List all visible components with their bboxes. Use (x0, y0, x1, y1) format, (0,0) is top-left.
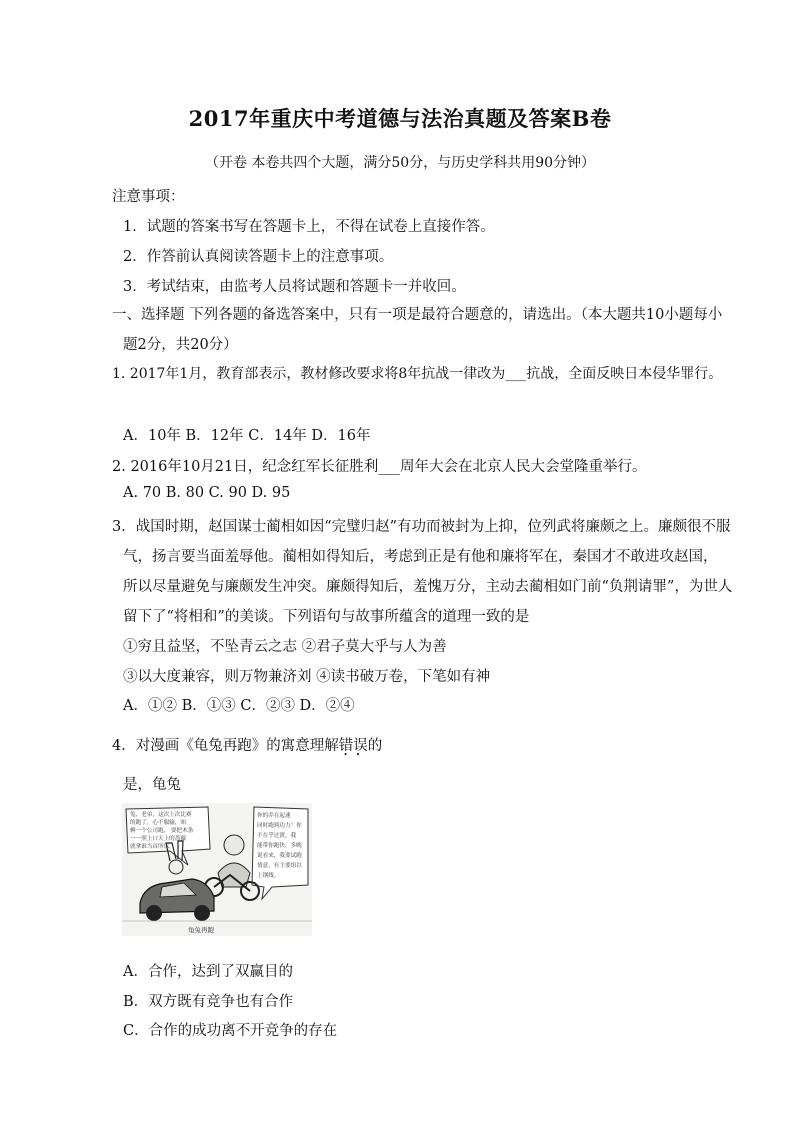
right-bubble-line: 同时跑到功力！你 (257, 823, 302, 829)
question-1-stem: 1. 2017年1月，教育部表示，教材修改要求将8年抗战一律改为___抗战，全面反映日本侵华罪行。 (112, 366, 723, 382)
hare-head (169, 860, 183, 874)
question-4-option-c: C．合作的成功离不开竞争的存在 (123, 1023, 338, 1039)
right-bubble-line: 你的乔在起速 (257, 813, 291, 819)
notice-item-1: 1．试题的答案书写在答题卡上，不得在试卷上直接作答。 (123, 219, 495, 235)
notice-heading: 注意事项： (112, 189, 185, 205)
right-bubble-line: 能带你跑快，多晚 (257, 843, 302, 849)
tortoise-head (224, 835, 244, 855)
question-3-stem-line-4: 留下了“将相和”的美谈。下列语句与故事所蕴含的道理一致的是 (123, 609, 530, 625)
question-3-stem-line-2: 气，扬言要当面羞辱他。蔺相如得知后，考虑到正是有他和廉将军在，秦国才不敢进攻赵国， (123, 549, 718, 565)
right-bubble-line: 上钢线。 (257, 873, 280, 879)
question-4-stem-emphasis: 错误 • • (339, 734, 368, 755)
car-wheel-back (194, 905, 210, 921)
question-4-stem-line-2: 是，龟兔 (123, 777, 181, 793)
left-bubble-line: 就拿谁当首所以。 (130, 844, 175, 850)
notice-item-2: 2．作答前认真阅读答题卡上的注意事项。 (123, 249, 394, 265)
question-4-stem-after: 的 (367, 738, 383, 754)
question-3-choices-1: ①穷且益坚，不坠青云之志 ②君子莫大乎与人为善 (123, 639, 447, 655)
left-bubble-line: 俩一个公司跑， 要把木条 (130, 828, 194, 834)
left-bubble-line: 的跑了，心不服输，咱 (130, 820, 186, 826)
question-3-choices-2: ③以大度兼容，则万物兼济刘 ④读书破万卷，下笔如有神 (123, 669, 491, 685)
question-2-options: A. 70 B. 80 C. 90 D. 95 (123, 485, 291, 501)
question-4-stem-before: 4．对漫画《龟兔再跑》的寓意理解 (112, 738, 339, 754)
right-bubble-line: 情意，有主要组以 (257, 863, 302, 869)
car-wheel-front (146, 905, 162, 921)
question-2-stem: 2. 2016年10月21日，纪念红军长征胜利___周年大会在北京人民大会堂隆重举行。 (112, 459, 647, 475)
question-3-stem-line-1: 3．战国时期，赵国谋士蔺相如因“完璧归赵”有功而被封为上抑，位列武将廉颇之上。廉颇很不服 (112, 519, 731, 535)
comic-tortoise-hare-race (122, 803, 312, 936)
right-bubble-line: 说看来，我要试跑 (257, 853, 302, 859)
right-bubble-line: 不在乎过渡，我 (257, 833, 297, 839)
exam-subtitle: （开卷 本卷共四个大题，满分50分，与历史学科共用90分钟） (204, 155, 596, 171)
comic-caption: 龟兔再跑 (188, 926, 214, 934)
question-4-option-a: A．合作，达到了双赢目的 (123, 964, 293, 980)
question-1-options: A．10年 B．12年 C．14年 D．16年 (123, 428, 371, 444)
left-bubble-line: 兔，老弟，这次上次比赛 (130, 812, 192, 818)
question-3-options: A．①② B．①③ C．②③ D．②④ (123, 698, 355, 714)
question-4-stem (112, 734, 382, 755)
left-bubble-line: 一一照上口天上的蔷薇 (130, 836, 186, 842)
section1-instructions-cont: 题2分，共20分） (123, 337, 238, 353)
notice-item-3: 3．考试结束，由监考人员将试题和答题卡一并收回。 (123, 279, 466, 295)
question-3-stem-line-3: 所以尽量避免与廉颇发生冲突。廉颇得知后，羞愧万分，主动去蔺相如门前“负荆请罪”，为世人 (123, 579, 733, 595)
page-title: 2017年重庆中考道德与法治真题及答案B卷 (188, 106, 612, 131)
section1-instructions: 一、选择题 下列各题的备选答案中，只有一项是最符合题意的，请选出。（本大题共10小题每小 (112, 307, 723, 323)
question-4-option-b: B．双方既有竞争也有合作 (123, 994, 294, 1010)
